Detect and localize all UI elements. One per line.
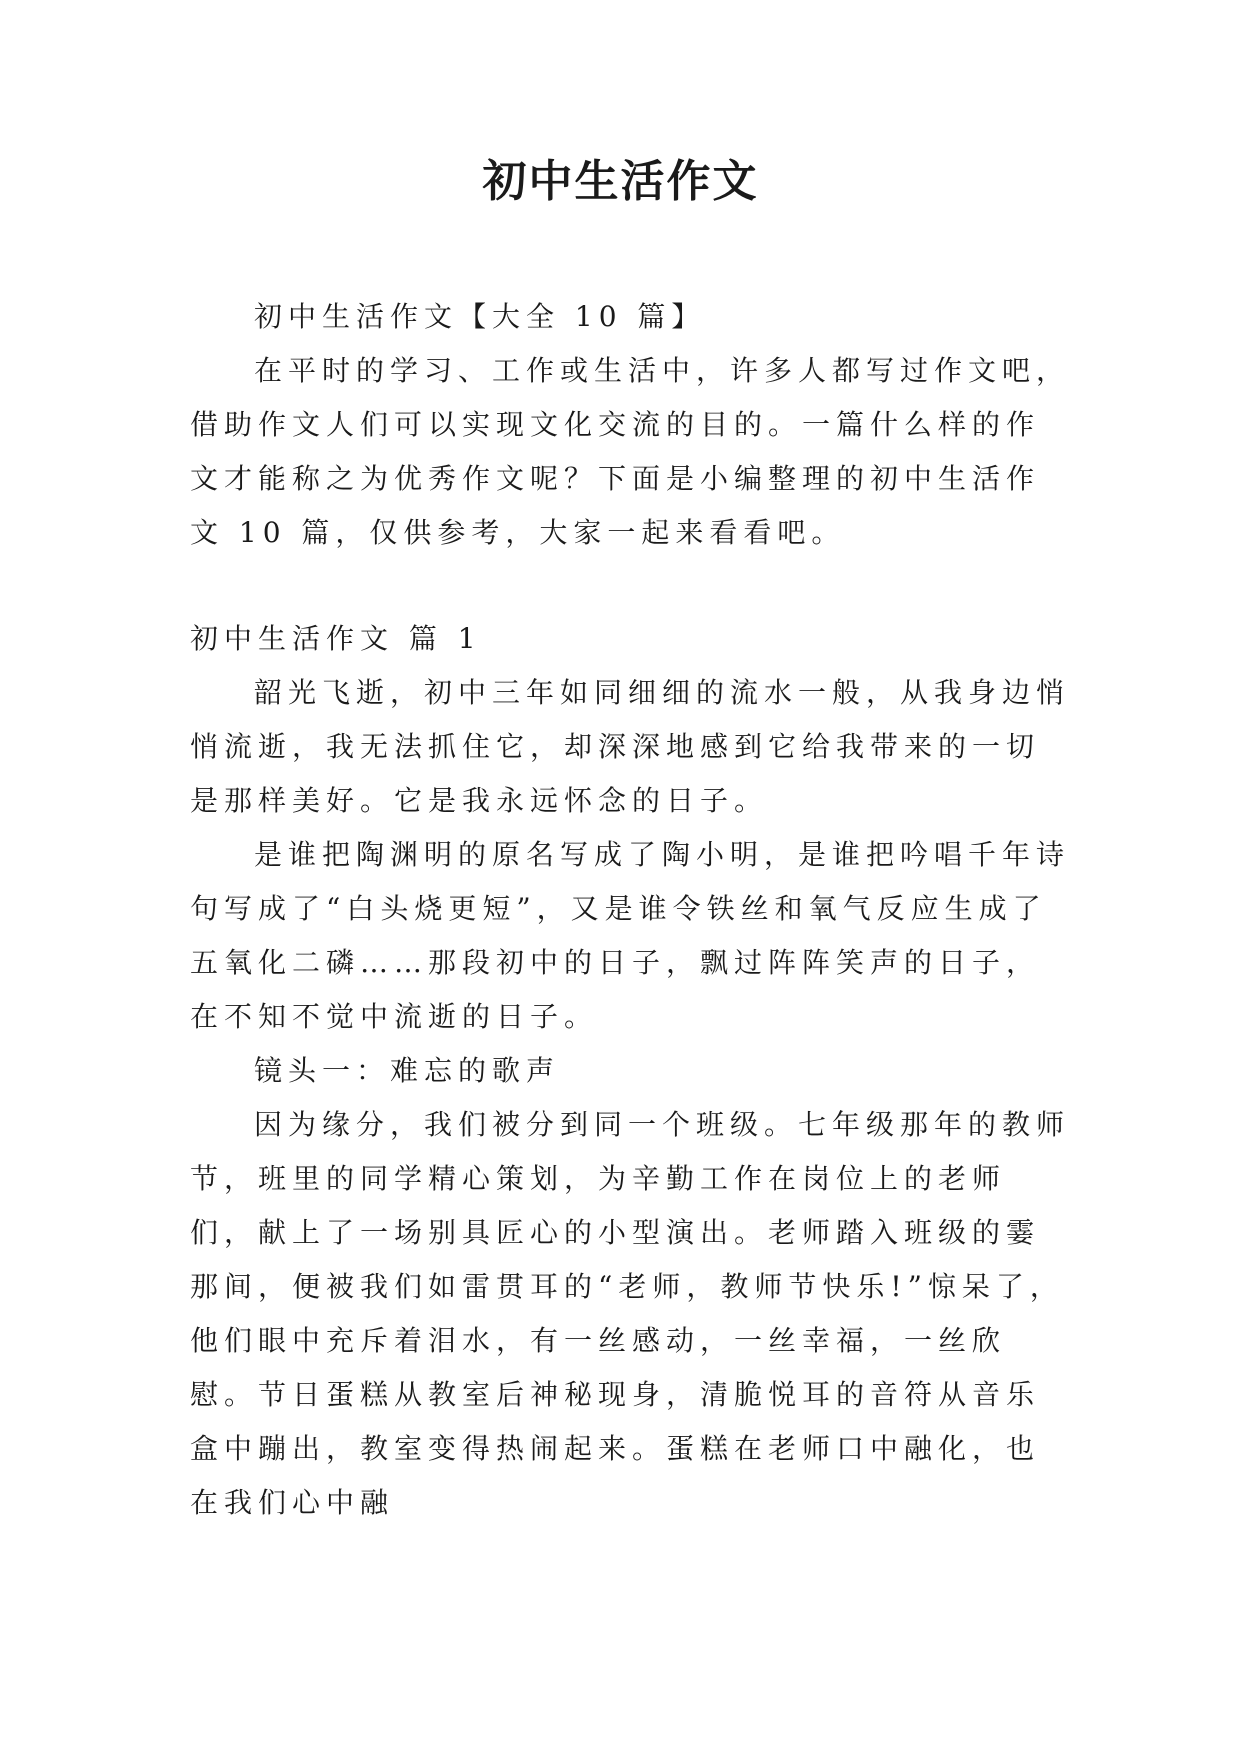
- body-paragraph: 因为缘分，我们被分到同一个班级。七年级那年的教师节，班里的同学精心策划，为辛勤工作在岗位上的老师们，献上了一场别具匠心的小型演出。老师踏入班级的霎那间，便被我们如雷贯耳的“老师，教师节快乐!”惊呆了，他们眼中充斥着泪水，有一丝感动，一丝幸福，一丝欣慰。节日蛋糕从教室后神秘现身，清脆悦耳的音符从音乐盒中蹦出，教室变得热闹起来。蛋糕在老师口中融化，也在我们心中融: [190, 1108, 1071, 1519]
- document-body: [190, 290, 1070, 1530]
- section-heading: 初中生活作文 篇 1: [190, 622, 482, 655]
- body-paragraph: 是谁把陶渊明的原名写成了陶小明，是谁把吟唱千年诗句写成了“白头烧更短”，又是谁令铁丝和氧气反应生成了五氧化二磷……那段初中的日子，飘过阵阵笑声的日子，在不知不觉中流逝的日子。: [190, 838, 1071, 1033]
- document-title: 初中生活作文: [482, 156, 759, 207]
- body-paragraph: 韶光飞逝，初中三年如同细细的流水一般，从我身边悄悄流逝，我无法抓住它，却深深地感到它给我带来的一切是那样美好。它是我永远怀念的日子。: [190, 676, 1071, 817]
- scene-heading: 镜头一：难忘的歌声: [254, 1054, 561, 1087]
- intro-paragraph: 在平时的学习、工作或生活中，许多人都写过作文吧，借助作文人们可以实现文化交流的目的。一篇什么样的作文才能称之为优秀作文呢？下面是小编整理的初中生活作文 10 篇，仅供参考，大家一起来看看吧。: [190, 354, 1071, 549]
- document-subtitle: 初中生活作文【大全 10 篇】: [254, 300, 706, 333]
